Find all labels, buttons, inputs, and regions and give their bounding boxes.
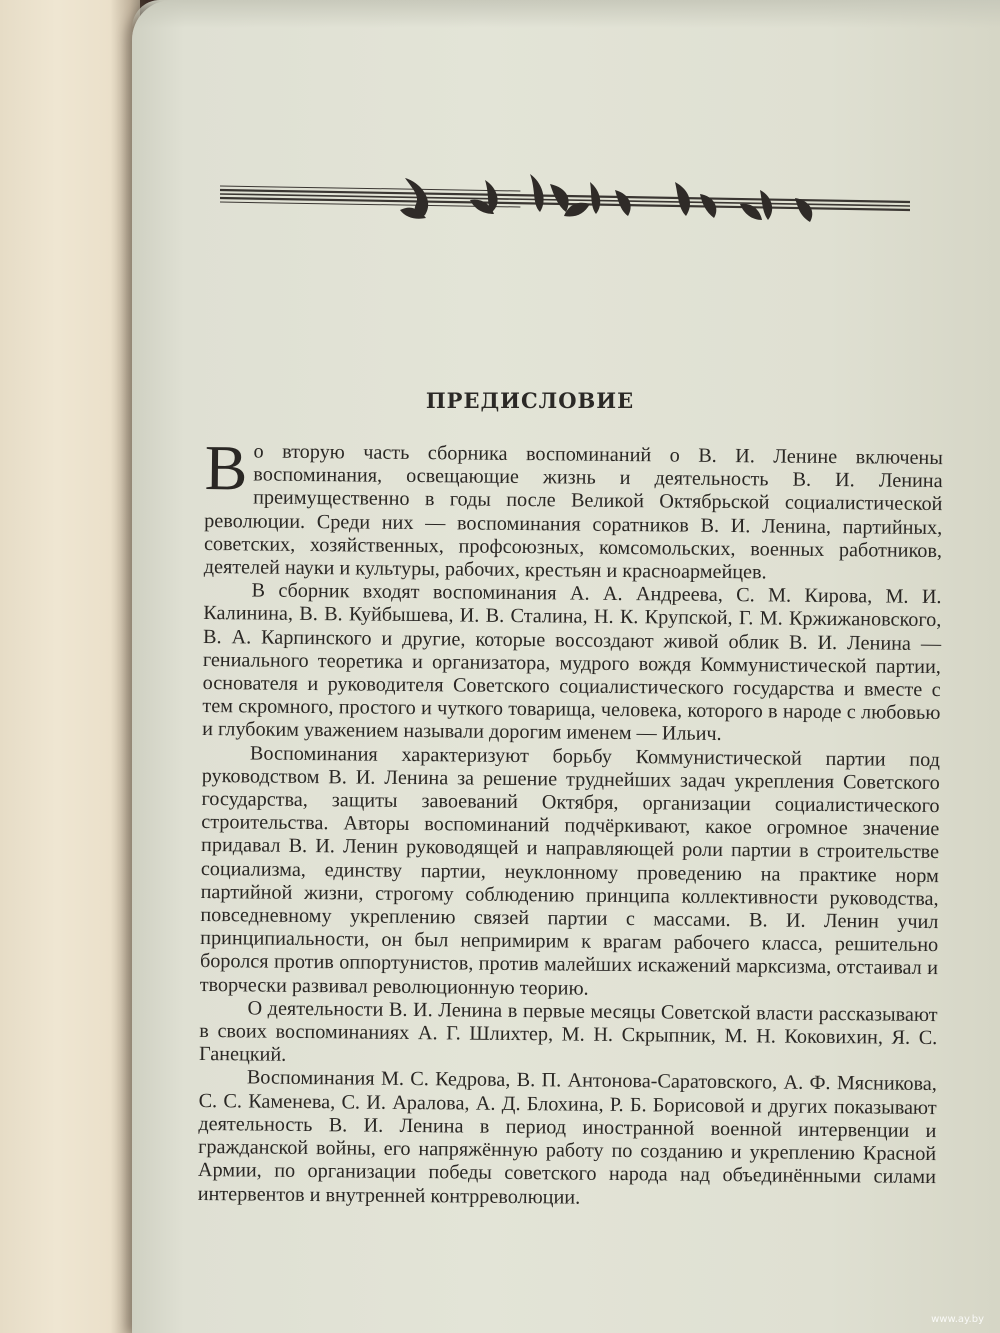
laurel-ribbon-ornament [220,160,910,230]
site-watermark: www.ay.by [931,1314,984,1325]
paragraph-5: Воспоминания М. С. Кедрова, В. П. Антонова-Саратовского, А. Ф. Мясникова, С. С. Каменева, С. И. Аралова, А. Д. Блохина, Р. Б. Борисовой и других показывают деятельность В. И. Ленина в период иностранной военной интервенции и гражданской войны, его напряжённую работу по созданию и укреплению Красной Армии, по организации победы советского народа над объединёнными силами интервентов и внутренней контрреволюции. [197,1066,937,1209]
preface-body [197,432,943,1213]
drop-cap-letter: В [204,432,248,504]
paragraph-1 [203,432,943,586]
paragraph-3: Воспоминания характеризуют борьбу Коммунистической партии под руководством В. И. Ленина за решение труднейших задач укрепления Советского государства, защиты завоеваний Октября, организации социалистического строительства. Авторы воспоминаний подчёркивают, какое огромное значение придавал В. И. Ленин руководящей и направляющей роли партии в строительстве социализма, единству партии, неуклонному проведению на практике норм партийной жизни, строгому соблюдению принципа коллективности руководства, повседневному укреплению связей партии с массами. В. И. Ленин учил принципиальности, он был непримирим к врагам рабочего класса, решительно боролся против оппортунистов, против малейших искажений марксизма, отстаивал и творчески развивал революционную теорию. [199,742,941,1000]
page-top-shading [132,0,1000,28]
page-title: ПРЕДИСЛОВИЕ [425,388,635,413]
paragraph-1-text: о вторую часть сборника воспоминаний о В. И. Ленине включены воспоминания, освещающие жизнь и деятельность В. И. Ленина преимущественно в годы после Великой Октябрьской социалистической революции. Среди них — воспоминания соратников В. И. Ленина, партийных, советских, хозяйственных, профсоюзных, комсомольских, военных работников, деятелей науки и культуры, рабочих, крестьян и красноармейцев. [203,440,943,584]
paragraph-4: О деятельности В. И. Ленина в первые месяцы Советской власти рассказывают в своих воспоминаниях А. Г. Шлихтер, М. Н. Скрыпник, М. Н. Коковихин, Я. С. Ганецкий. [198,997,938,1067]
paragraph-2: В сборник входят воспоминания А. А. Андреева, С. М. Кирова, М. И. Калинина, В. В. Куйбышева, И. В. Сталина, Н. К. Крупской, Г. М. Кржижановского, В. А. Карпинского и другие, которые воссоздают живой облик В. И. Ленина — гениального теоретика и организатора, мудрого вождя Коммунистической партии, основателя и руководителя Советского социалистического государства и вместе с тем скромного, простого и чуткого товарища, человека, которого в народе с любовью и глубоким уважением называли дорогим именем — Ильич. [202,579,942,746]
